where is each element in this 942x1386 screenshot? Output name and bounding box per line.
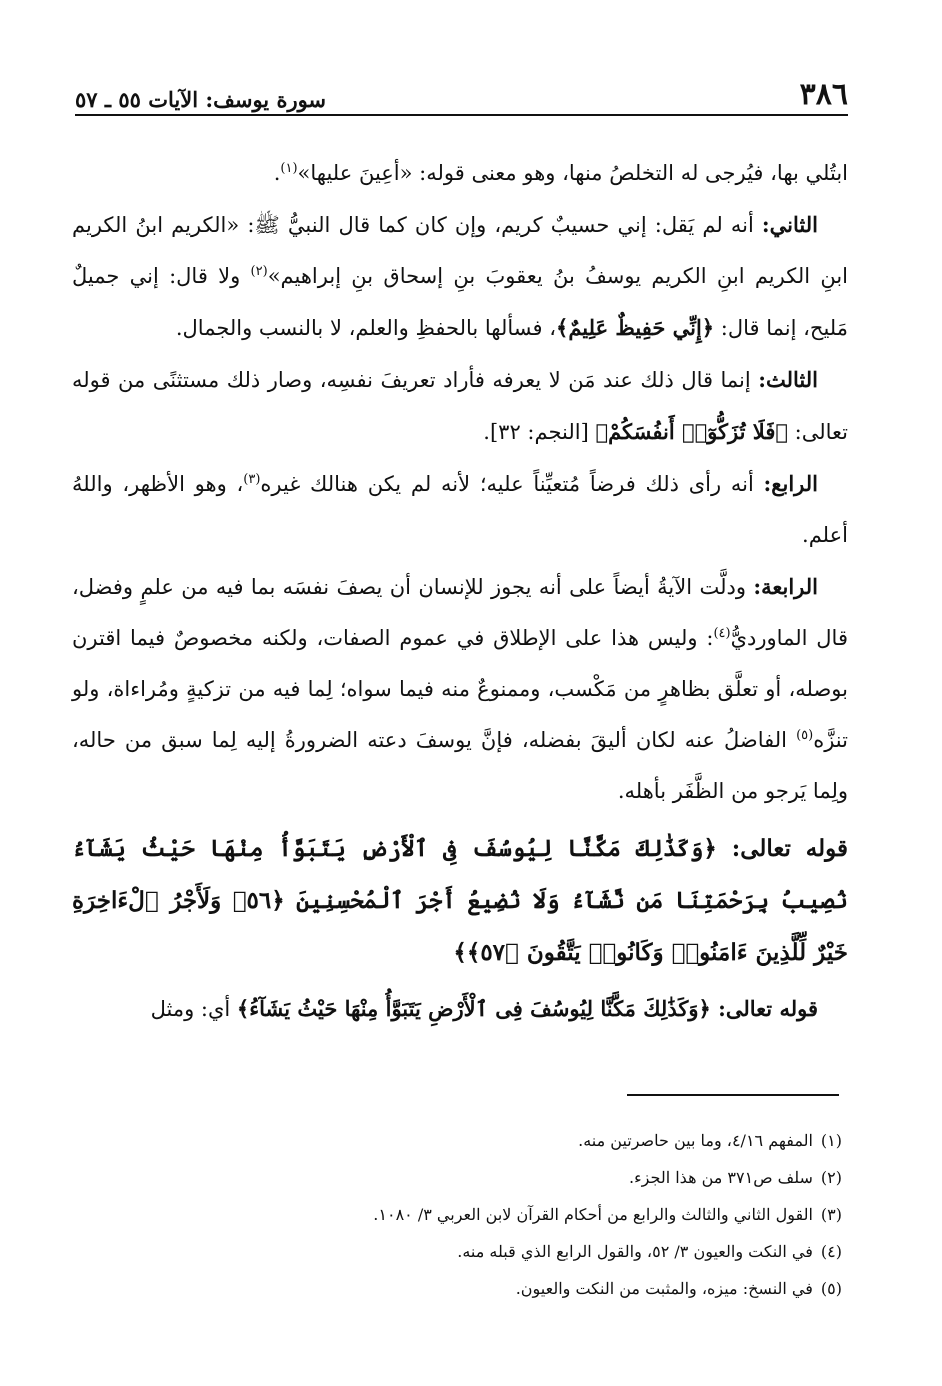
paragraph-third [72, 354, 848, 458]
paragraph-text: الفاضلُ عنه لكان أليقَ بفضله، فإنَّ يوسفَ دعته الضرورةُ إليه لِما سبق من حاله، ولِما يَرجو من الظَّفَر بأهله. [72, 728, 848, 803]
footnote-ref-1: (١) [280, 161, 298, 176]
paragraph-lead: الثالث: [758, 367, 818, 392]
paragraph-commentary [72, 983, 848, 1035]
paragraph-text: ودلَّت الآيةُ أيضاً على أنه يجوز للإنسان أن يصفَ نفسَه بما فيه من علمٍ وفضل، قال الماورديُّ [72, 575, 848, 650]
paragraph-text: أنه لم يَقل: إني حسيبٌ كريم، وإن كان كما قال النبيُّ ﷺ: «الكريم ابنُ الكريم ابنِ الكريم ابنِ الكريم يوسفُ بنُ يعقوبَ بنِ إسحاق بنِ إبراهيم» [72, 213, 848, 288]
verse-lead: قوله تعالى: [716, 835, 848, 862]
paragraph-text: ابتُلي بها، فيُرجى له التخلصُ منها، وهو معنى قوله: «أعِينَ عليها» [297, 161, 848, 185]
footnote-ref-4: (٤) [713, 626, 731, 641]
quran-quote: ﴿وَكَذَٰلِكَ مَكَّنَّا لِيُوسُفَ فِى ٱلْأَرْضِ يَتَبَوَّأُ مِنْهَا حَيْثُ يَشَآءُ﴾ [236, 996, 711, 1021]
paragraph-lead: الرابع: [763, 471, 818, 496]
footnote-text: القول الثاني والثالث والرابع من أحكام القرآن لابن العربي ٣/ ١٠٨٠. [373, 1205, 813, 1224]
paragraph-tail: . [273, 161, 281, 185]
paragraph-fourth [72, 458, 848, 561]
footnote-number: (١) [820, 1131, 842, 1150]
main-text [72, 148, 848, 1035]
verse-text: ﴿وَكَذَٰلِكَ مَكَّنَّا لِيُوسُفَ فِى ٱلْأَرْضِ يَتَبَوَّأُ مِنْهَا حَيْثُ يَشَآءُ نُصِيبُ بِرَحْمَتِنَا مَن نَّشَآءُ وَلَا نُضِيعُ أَجْرَ ٱلْمُحْسِنِينَ ﴿٥٦﴾ وَلَأَجْرُ ٱلْءَاخِرَةِ خَيْرٌ لِّلَّذِينَ ءَامَنُوا۟ وَكَانُوا۟ يَتَّقُونَ ﴿٥٧﴾﴾ [72, 835, 848, 966]
footnote-ref-2: (٢) [250, 264, 268, 279]
footnote-number: (٢) [820, 1168, 842, 1187]
paragraph-second [72, 199, 848, 354]
footnote-text: في النكت والعيون ٣/ ٥٢، والقول الرابع الذي قبله منه. [457, 1242, 813, 1261]
paragraph-1 [72, 148, 848, 199]
footnote-number: (٣) [820, 1205, 842, 1224]
footnote [82, 1122, 842, 1159]
paragraph-text: أي: ومثل [150, 997, 237, 1021]
paragraph-text: ، فسألها بالحفظِ والعلم، لا بالنسب والجمال. [175, 316, 557, 340]
footnote-divider [627, 1094, 839, 1096]
page-number: ٣٨٦ [799, 77, 848, 112]
footnote-ref-5: (٥) [796, 728, 814, 743]
paragraph-fourth-issue [72, 561, 848, 817]
verse-block [72, 823, 848, 979]
paragraph-text: [النجم: ٣٢]. [483, 420, 596, 444]
footnote [82, 1196, 842, 1233]
paragraph-text: ، وهو الأظهر، واللهُ أعلم. [72, 472, 848, 547]
quran-quote: ﴿إِنِّي حَفِيظٌ عَلِيمٌ﴾ [556, 315, 715, 340]
footnote [82, 1270, 842, 1307]
footnote [82, 1159, 842, 1196]
footnote-number: (٤) [820, 1242, 842, 1261]
footnote-text: سلف ص٣٧١ من هذا الجزء. [629, 1168, 813, 1187]
footnotes [82, 1122, 842, 1307]
quran-quote: ﴿فَلَا تُزَكُّوٓا۟ أَنفُسَكُمْ﴾ [595, 419, 788, 444]
paragraph-lead: قوله تعالى: [710, 996, 818, 1021]
paragraph-text: إنما قال ذلك عند مَن لا يعرفه فأراد تعريفَ نفسِه، وصار ذلك مستثنًى من قوله تعالى: [72, 368, 848, 444]
paragraph-text: أنه رأى ذلك فرضاً مُتعيِّناً عليه؛ لأنه لم يكن هنالك غيره [260, 472, 764, 496]
footnote-number: (٥) [820, 1279, 842, 1298]
paragraph-lead: الرابعة: [753, 574, 818, 599]
running-title: سورة يوسف: الآيات ٥٥ ـ ٥٧ [75, 87, 327, 112]
footnote [82, 1233, 842, 1270]
paragraph-text: : وليس هذا على الإطلاق في عموم الصفات، ولكنه مخصوصٌ فيما اقترن بوصله، أو تعلَّق بظاهرٍ من مَكْسب، وممنوعٌ منه فيما سواه؛ لِما فيه من تزكيةٍ ومُراءاة، ولو تنزَّه [72, 626, 848, 752]
footnote-text: في النسخ: ميزه، والمثبت من النكت والعيون. [515, 1279, 813, 1298]
paragraph-lead: الثاني: [761, 212, 818, 237]
paragraph-text: ولا قال: إني جميلٌ مَليح، إنما قال: [72, 264, 848, 340]
page-header [75, 72, 848, 116]
footnote-text: المفهم ٤/١٦، وما بين حاصرتين منه. [578, 1131, 813, 1150]
footnote-ref-3: (٣) [243, 472, 261, 487]
